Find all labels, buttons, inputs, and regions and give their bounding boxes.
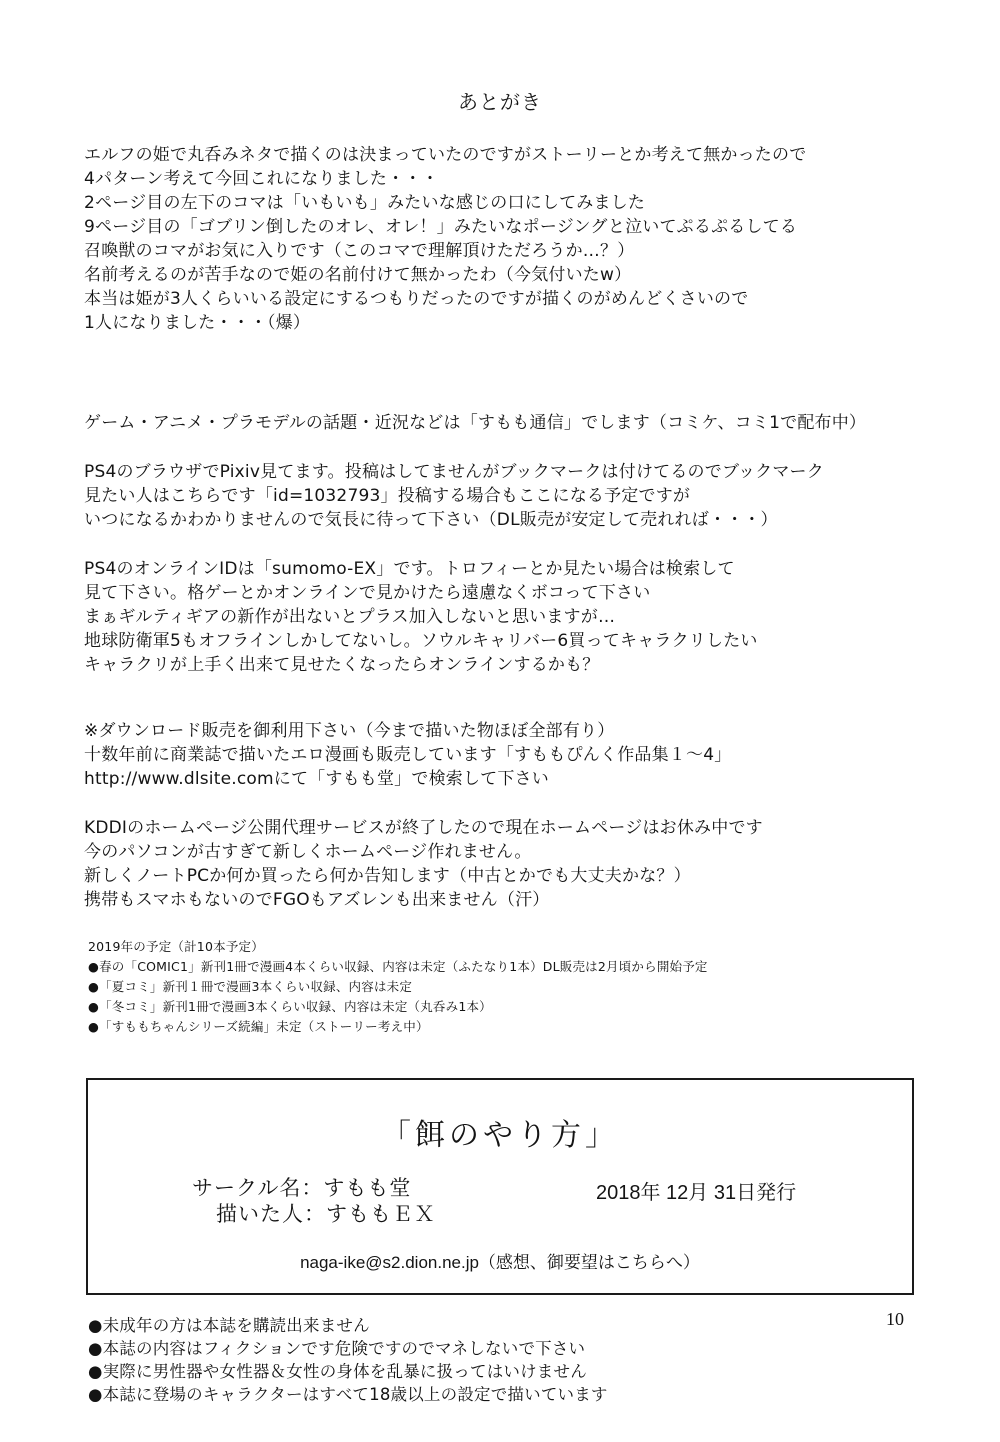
paragraph-download-sales [84, 719, 954, 791]
paragraph-homepage [84, 816, 954, 912]
publish-date: 2018年 12月 31日発行 [596, 1182, 797, 1204]
schedule-heading: 2019年の予定（計10本予定） [88, 939, 264, 954]
paragraph-ps4-online [84, 557, 954, 677]
text-line: ※ダウンロード販売を御利用下さい（今まで描いた物ほぼ全部有り） [84, 721, 615, 741]
artist-name: 描いた人：すももＥＸ [216, 1202, 436, 1226]
afterword-heading: あとがき [458, 90, 542, 114]
text-line: 地球防衛軍5もオフラインしかしてないし。ソウルキャリバー6買ってキャラクリしたい [84, 631, 758, 651]
text-line: 4パターン考えて今回これになりました・・・ [84, 169, 439, 189]
contact-email: naga-ike@s2.dion.ne.jp（感想、御要望はこちらへ） [300, 1253, 700, 1272]
paragraph-newsletter [84, 411, 954, 435]
text-line: PS4のオンラインIDは「sumomo-EX」です。トロフィーとか見たい場合は検索して [84, 559, 735, 579]
text-line: PS4のブラウザでPixiv見てます。投稿はしてませんがブックマークは付けてるのでブックマーク [84, 462, 824, 482]
book-title: 「餌のやり方」 [381, 1118, 619, 1153]
text-line: 1人になりました・・・（爆） [84, 313, 311, 333]
schedule-item: ●「冬コミ」新刊1冊で漫画3本くらい収録、内容は未定（丸呑み1本） [88, 999, 492, 1014]
text-line: 今のパソコンが古すぎて新しくホームページ作れません。 [84, 842, 532, 862]
text-line: KDDIのホームページ公開代理サービスが終了したので現在ホームページはお休み中です [84, 818, 763, 838]
text-line: 見て下さい。格ゲーとかオンラインで見かけたら遠慮なくボコって下さい [84, 583, 651, 603]
page-number: 10 [886, 1309, 904, 1329]
text-line: 本当は姫が3人くらいいる設定にするつもりだったのですが描くのがめんどくさいので [84, 289, 749, 309]
text-line: http://www.dlsite.comにて「すもも堂」で検索して下さい [84, 769, 549, 789]
text-line: エルフの姫で丸呑みネタで描くのは決まっていたのですがストーリーとか考えて無かったので [84, 145, 807, 165]
circle-name: サークル名：すもも堂 [192, 1176, 412, 1200]
text-line: まぁギルティギアの新作が出ないとプラス加入しないと思いますが… [84, 607, 616, 627]
schedule-item: ●「すももちゃんシリーズ続編」未定（ストーリー考え中） [88, 1019, 429, 1034]
text-line: 召喚獣のコマがお気に入りです（このコマで理解頂けただろうか…？） [84, 241, 635, 261]
text-line: キャラクリが上手く出来て見せたくなったらオンラインするかも？ [84, 655, 600, 675]
text-line: いつになるかわかりませんので気長に待って下さい（DL販売が安定して売れれば・・・） [84, 510, 778, 530]
text-line: 十数年前に商業誌で描いたエロ漫画も販売しています「すももぴんく作品集１～4」 [84, 745, 732, 765]
text-line: 名前考えるのが苦手なので姫の名前付けて無かったわ（今気付いたw） [84, 265, 632, 285]
text-line: 2ページ目の左下のコマは「いもいも」みたいな感じの口にしてみました [84, 193, 646, 213]
text-line: ゲーム・アニメ・プラモデルの話題・近況などは「すもも通信」でします（コミケ、コミ1で配布中） [84, 413, 867, 433]
text-line: 新しくノートPCか何か買ったら何か告知します（中古とかでも大丈夫かな？） [84, 866, 691, 886]
notice-item: ●本誌の内容はフィクションです危険ですのでマネしないで下さい [88, 1339, 586, 1358]
text-line: 9ページ目の「ゴブリン倒したのオレ、オレ！」みたいなポージングと泣いてぷるぷるしてる [84, 217, 798, 237]
colophon-box [86, 1078, 914, 1295]
notice-item: ●実際に男性器や女性器＆女性の身体を乱暴に扱ってはいけません [88, 1362, 587, 1381]
schedule-list [88, 937, 958, 1037]
notice-item: ●本誌に登場のキャラクターはすべて18歳以上の設定で描いています [88, 1385, 608, 1404]
text-line: 携帯もスマホもないのでFGOもアズレンも出来ません（汗） [84, 890, 550, 910]
paragraph-story-notes [84, 143, 954, 335]
text-line: 見たい人はこちらです「id=1032793」投稿する場合もここになる予定ですが [84, 486, 691, 506]
notice-item: ●未成年の方は本誌を購読出来ません [88, 1316, 370, 1335]
schedule-item: ●「夏コミ」新刊１冊で漫画3本くらい収録、内容は未定 [88, 979, 413, 994]
paragraph-pixiv [84, 460, 954, 532]
notice-list [88, 1314, 888, 1406]
schedule-item: ●春の「COMIC1」新刊1冊で漫画4本くらい収録、内容は未定（ふたなり1本）DL販売は2月頃から開始予定 [88, 959, 708, 974]
